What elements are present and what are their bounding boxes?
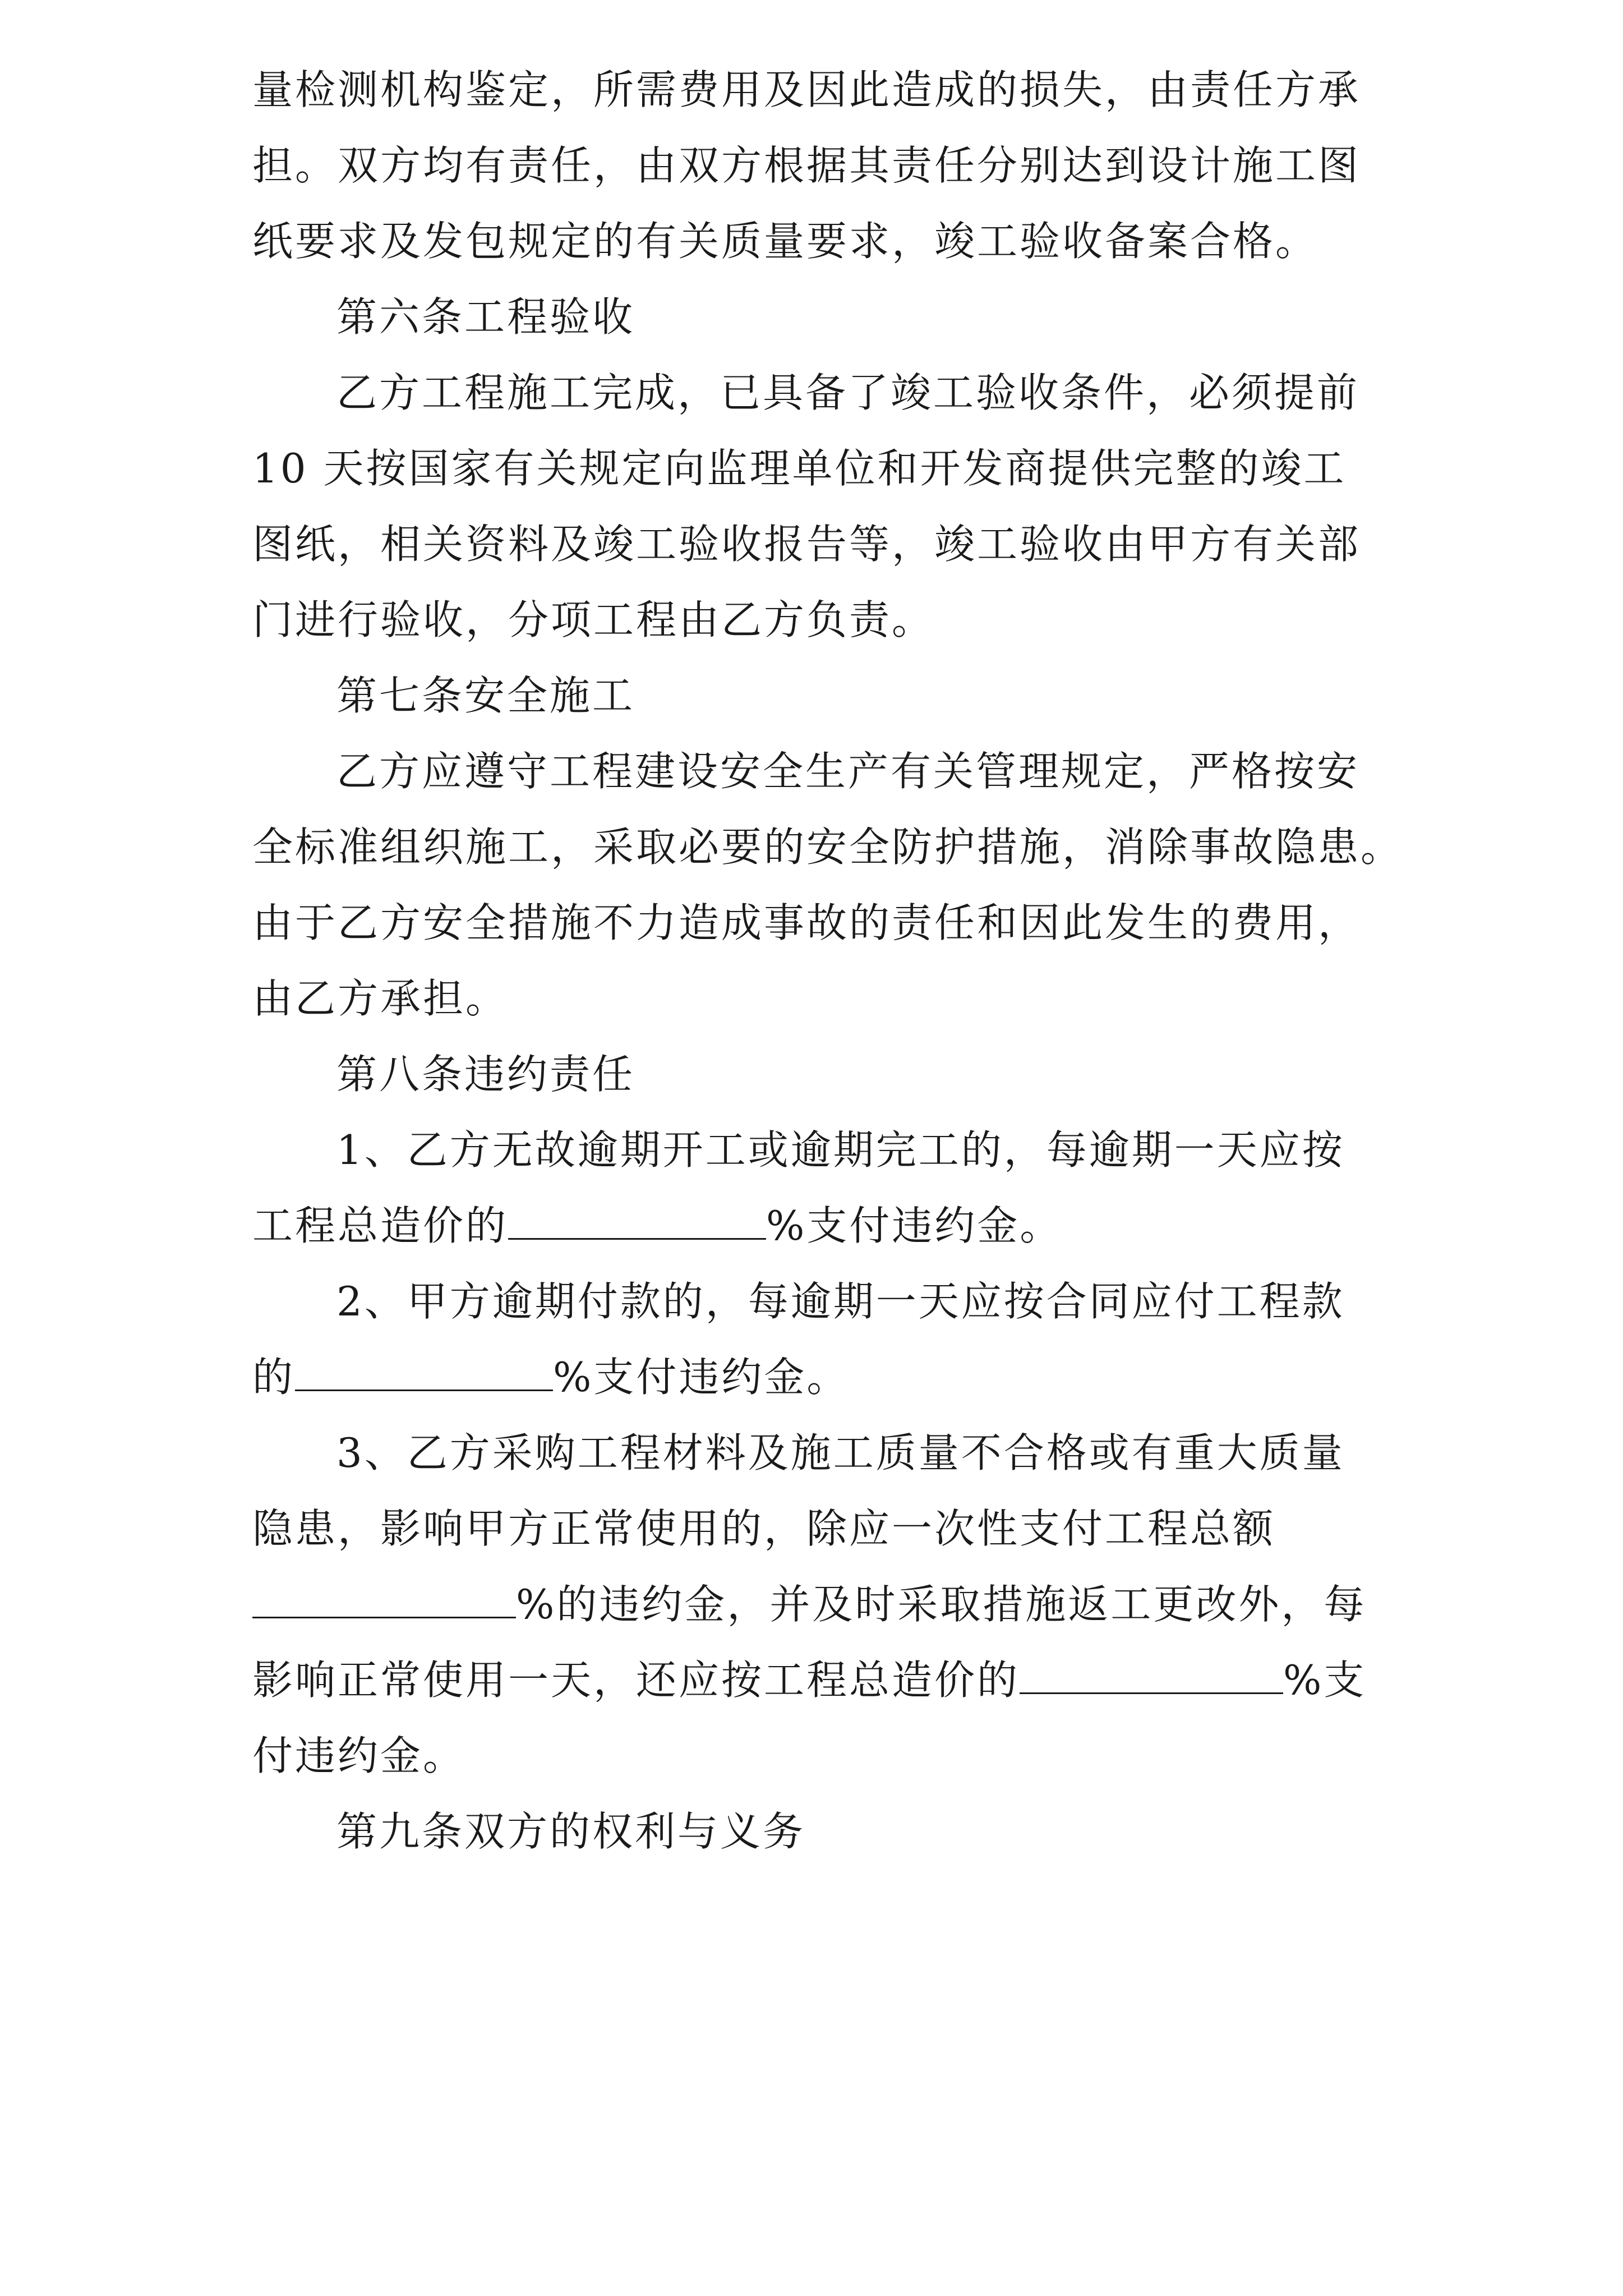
paragraph-line <box>252 895 1361 951</box>
paragraph-line <box>252 440 1347 496</box>
heading-text: 第八条违约责任 <box>336 1051 635 1098</box>
paragraph-line <box>252 62 1361 118</box>
section-heading <box>336 668 635 724</box>
text-line: 乙方工程施工完成，已具备了竣工验收条件，必须提前 <box>336 369 1360 416</box>
text-line: 担。双方均有责任，由双方根据其责任分别达到设计施工图 <box>252 142 1361 189</box>
paragraph-line <box>336 1425 1345 1481</box>
paragraph-line <box>252 137 1361 194</box>
paragraph-line <box>252 970 508 1027</box>
paragraph-line <box>252 592 934 648</box>
text-line: %支 <box>1283 1657 1367 1704</box>
fill-in-blank <box>252 1582 516 1618</box>
text-line: 门进行验收，分项工程由乙方负责。 <box>252 596 935 643</box>
text-line: 隐患，影响甲方正常使用的，除应一次性支付工程总额 <box>252 1505 1276 1552</box>
section-heading <box>336 289 635 345</box>
text-line: 由乙方承担。 <box>252 975 509 1022</box>
text-line: 影响正常使用一天，还应按工程总造价的 <box>252 1657 1020 1704</box>
heading-text: 第九条双方的权利与义务 <box>336 1808 806 1855</box>
paragraph-line <box>252 1652 1366 1708</box>
text-line: 纸要求及发包规定的有关质量要求，竣工验收备案合格。 <box>252 218 1318 265</box>
section-heading <box>336 1046 635 1102</box>
paragraph-line <box>252 1501 1275 1557</box>
text-line: 2、甲方逾期付款的，每逾期一天应按合同应付工程款 <box>336 1278 1345 1325</box>
text-line: %支付违约金。 <box>766 1202 1063 1249</box>
paragraph-line <box>336 743 1359 799</box>
text-line: 1、乙方无故逾期开工或逾期完工的，每逾期一天应按 <box>336 1126 1345 1174</box>
text-line: 全标准组织施工，采取必要的安全防护措施，消除事故隐患。 <box>252 823 1404 871</box>
paragraph-line <box>336 1122 1345 1178</box>
fill-in-blank <box>1020 1658 1283 1694</box>
text-line: %支付违约金。 <box>553 1354 850 1401</box>
heading-text: 第六条工程验收 <box>336 293 635 341</box>
text-line: 工程总造价的 <box>252 1202 509 1249</box>
paragraph-line <box>336 365 1359 421</box>
paragraph-line <box>336 1273 1345 1329</box>
text-line: 由于乙方安全措施不力造成事故的责任和因此发生的费用， <box>252 899 1361 946</box>
paragraph-line <box>252 516 1361 572</box>
heading-text: 第七条安全施工 <box>336 672 635 719</box>
text-line: %的违约金，并及时采取措施返工更改外，每 <box>516 1581 1367 1628</box>
text-line: 图纸，相关资料及竣工验收报告等，竣工验收由甲方有关部 <box>252 521 1361 568</box>
fill-in-blank <box>295 1355 553 1391</box>
fill-in-blank <box>508 1203 766 1240</box>
text-line: 的 <box>252 1354 296 1401</box>
text-line: 乙方应遵守工程建设安全生产有关管理规定，严格按安 <box>336 748 1360 795</box>
paragraph-line <box>252 1349 849 1405</box>
paragraph-line <box>252 1198 1062 1254</box>
text-line: 3、乙方采购工程材料及施工质量不合格或有重大质量 <box>336 1429 1345 1476</box>
paragraph-line <box>252 1576 1366 1632</box>
text-line: 10 天按国家有关规定向监理单位和开发商提供完整的竣工 <box>252 445 1347 492</box>
paragraph-line <box>252 213 1318 269</box>
text-line: 量检测机构鉴定，所需费用及因此造成的损失，由责任方承 <box>252 66 1361 113</box>
paragraph-line <box>252 1728 465 1784</box>
section-heading <box>336 1803 805 1860</box>
text-line: 付违约金。 <box>252 1732 466 1779</box>
paragraph-line <box>252 819 1403 875</box>
